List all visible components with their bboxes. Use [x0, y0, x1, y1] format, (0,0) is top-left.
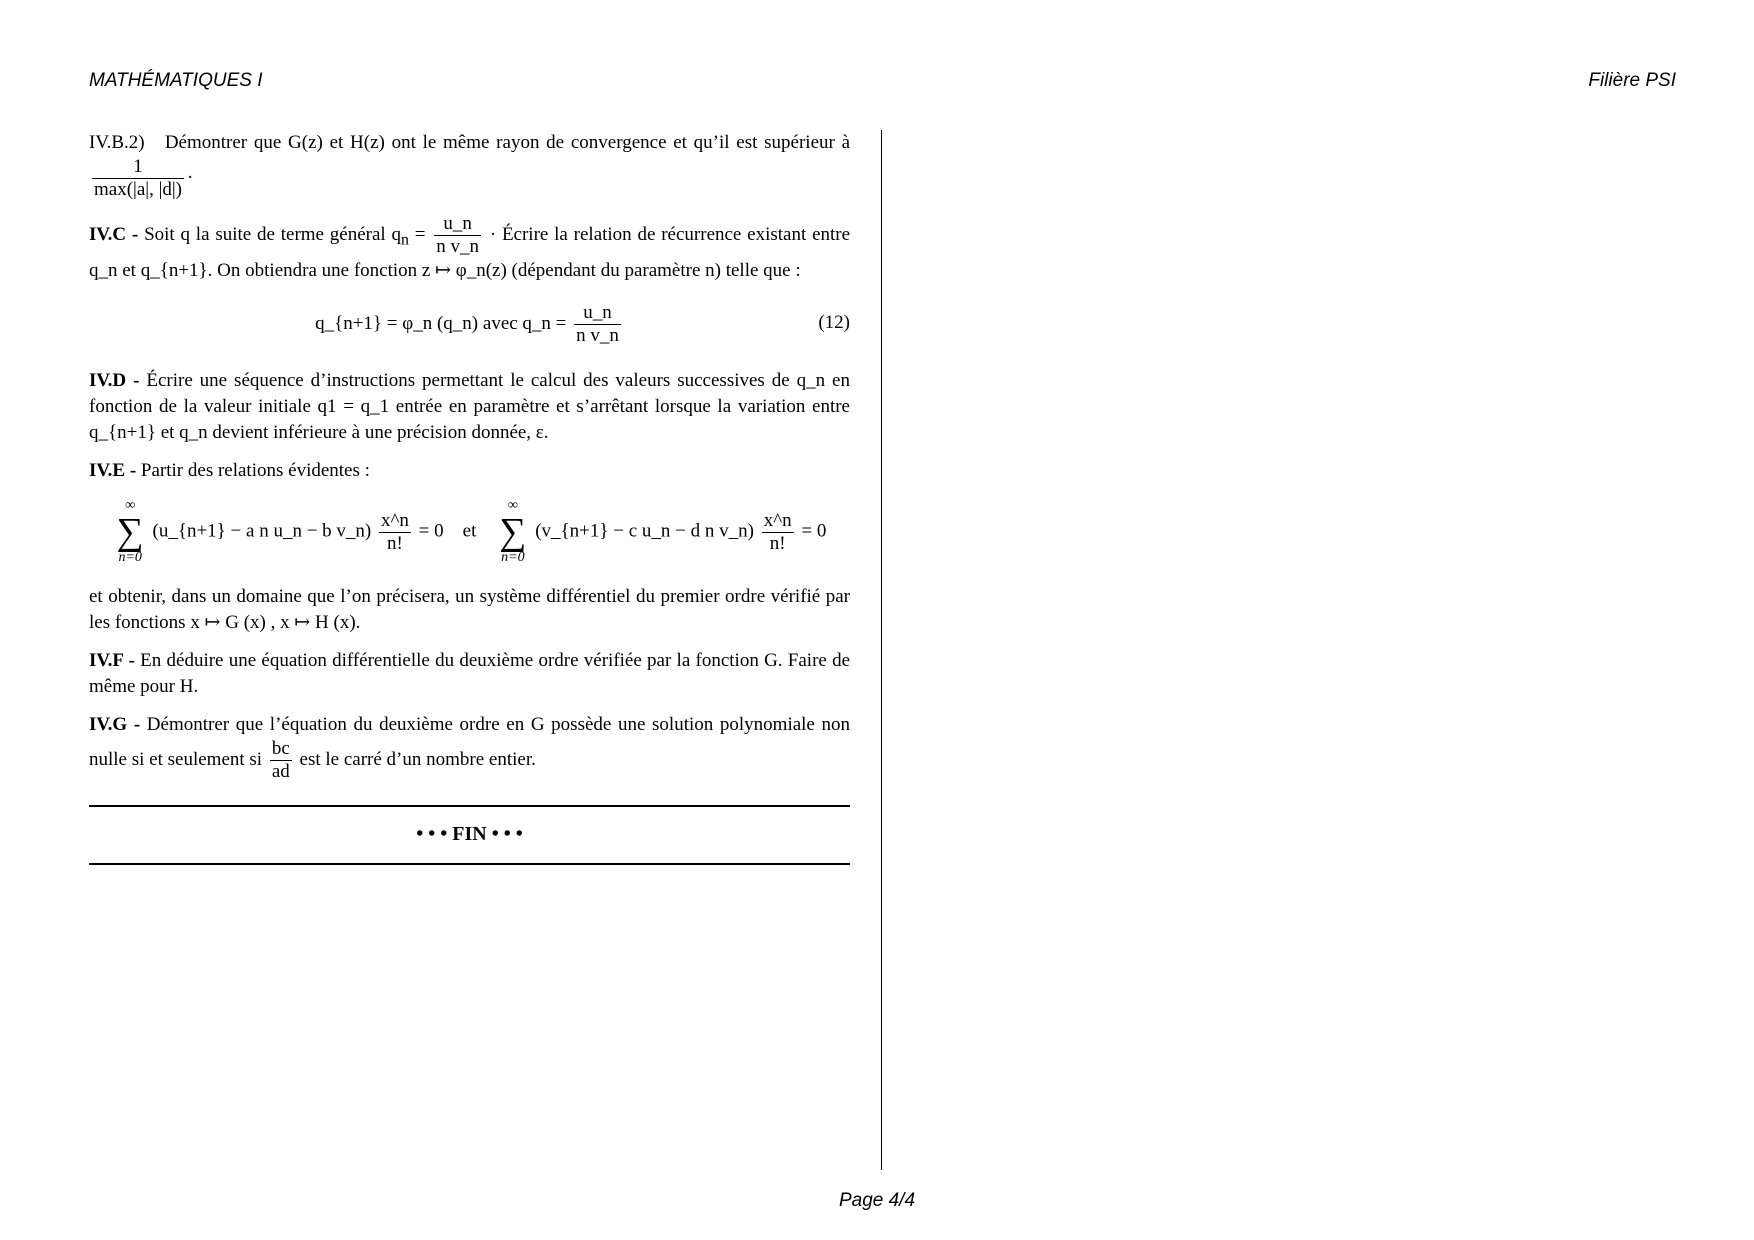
- fraction: [762, 510, 794, 555]
- top-rule: [89, 805, 850, 807]
- fraction: [434, 213, 481, 258]
- summation-symbol: ∞ ∑ n=0: [499, 498, 527, 565]
- column-divider: [881, 130, 882, 1170]
- equals-zero: = 0: [801, 520, 827, 542]
- equation-text: q_{n+1} = φ_n (q_n) avec q_n =: [315, 312, 567, 334]
- question-text: Démontrer que l’équation du deuxième ordre en G possède une solution polynomiale non nulle si et seulement si: [89, 714, 850, 770]
- fraction-numerator: u_n: [574, 302, 621, 325]
- question-label: IV.G -: [89, 714, 141, 735]
- question-label: IV.D -: [89, 370, 140, 391]
- page-number: Page 4/4: [838, 1190, 916, 1211]
- sum-term: (v_{n+1} − c u_n − d n v_n): [535, 520, 754, 542]
- header-subject: MATHÉMATIQUES I: [89, 70, 263, 91]
- fraction-denominator: n!: [387, 532, 403, 554]
- punctuation: ·: [187, 166, 194, 188]
- fraction-numerator: x^n: [763, 509, 792, 531]
- question-text: et obtenir, dans un domaine que l’on précisera, un système différentiel du premier ordre vérifié par les fonctions x ↦ G (x) , x ↦ H (x).: [89, 586, 850, 633]
- fraction-denominator: n v_n: [576, 325, 619, 346]
- fraction-denominator: ad: [271, 761, 290, 782]
- question-label: IV.E -: [89, 460, 137, 481]
- question-IVG: [89, 712, 850, 783]
- question-text-continued: · Écrire la relation de récurrence existant entre q_n et q_{n+1}. On obtiendra une fonction z ↦ φ_n(z) (dépendant du paramètre n) telle que :: [89, 223, 851, 281]
- fraction: [379, 510, 411, 555]
- header-track: Filière PSI: [1588, 70, 1676, 91]
- sum-upper-limit: ∞: [125, 498, 136, 513]
- fraction-denominator: max(|a|, |d|): [94, 179, 183, 200]
- fraction-numerator: 1: [92, 156, 184, 179]
- sum-lower-limit: n=0: [501, 550, 525, 565]
- sum-upper-limit: ∞: [507, 498, 518, 513]
- subscript: n: [401, 231, 409, 249]
- question-text: Démontrer que G(z) et H(z) ont le même rayon de convergence et qu’il est supérieur à: [164, 132, 851, 153]
- sum-term: (u_{n+1} − a n u_n − b v_n): [152, 520, 372, 542]
- fraction-denominator: n v_n: [436, 236, 479, 257]
- question-IVC: [89, 213, 850, 284]
- fraction-denominator: n!: [769, 532, 786, 554]
- equation-12: [89, 296, 850, 356]
- summation-equations: [89, 498, 850, 568]
- equation-body: [89, 302, 850, 347]
- question-label: IV.F -: [89, 650, 135, 671]
- fraction: [574, 302, 621, 347]
- question-text-continued: est le carré d’un nombre entier.: [299, 748, 536, 770]
- summation-symbol: ∞ ∑ n=0: [116, 498, 144, 565]
- end-marker: • • • FIN • • •: [416, 823, 523, 845]
- question-text: Partir des relations évidentes :: [140, 460, 370, 481]
- sum-lower-limit: n=0: [118, 550, 142, 565]
- fraction-numerator: u_n: [434, 213, 481, 236]
- question-text: Écrire une séquence d’instructions permettant le calcul des valeurs successives de q_n en fonction de la valeur initiale q1 = q_1 entrée en paramètre et s’arrêtant lorsque la variation entre q_{n+1} et q_n devient inférieure à une précision donnée, ε.: [89, 370, 850, 443]
- question-IVF: [89, 648, 850, 700]
- equals-zero: = 0: [418, 520, 444, 542]
- bottom-rule: [89, 863, 850, 865]
- question-text: En déduire une équation différentielle du deuxième ordre vérifiée par la fonction G. Faire de même pour H.: [89, 650, 851, 697]
- fraction: [270, 738, 292, 783]
- question-text: Soit q la suite de terme général q: [144, 223, 401, 245]
- fraction-numerator: bc: [271, 738, 290, 759]
- equals-sign: =: [408, 223, 426, 245]
- question-label: IV.C -: [89, 223, 139, 245]
- main-column: [89, 130, 850, 865]
- question-IVB2: [89, 130, 850, 201]
- question-IVD: [89, 368, 850, 446]
- connector: et: [462, 520, 477, 542]
- question-IVE: [89, 458, 850, 484]
- fraction: [92, 156, 184, 201]
- question-IVE-continued: [89, 584, 850, 636]
- equation-number: (12): [818, 312, 850, 333]
- question-label: IV.B.2): [89, 132, 145, 153]
- fraction-numerator: x^n: [381, 509, 409, 531]
